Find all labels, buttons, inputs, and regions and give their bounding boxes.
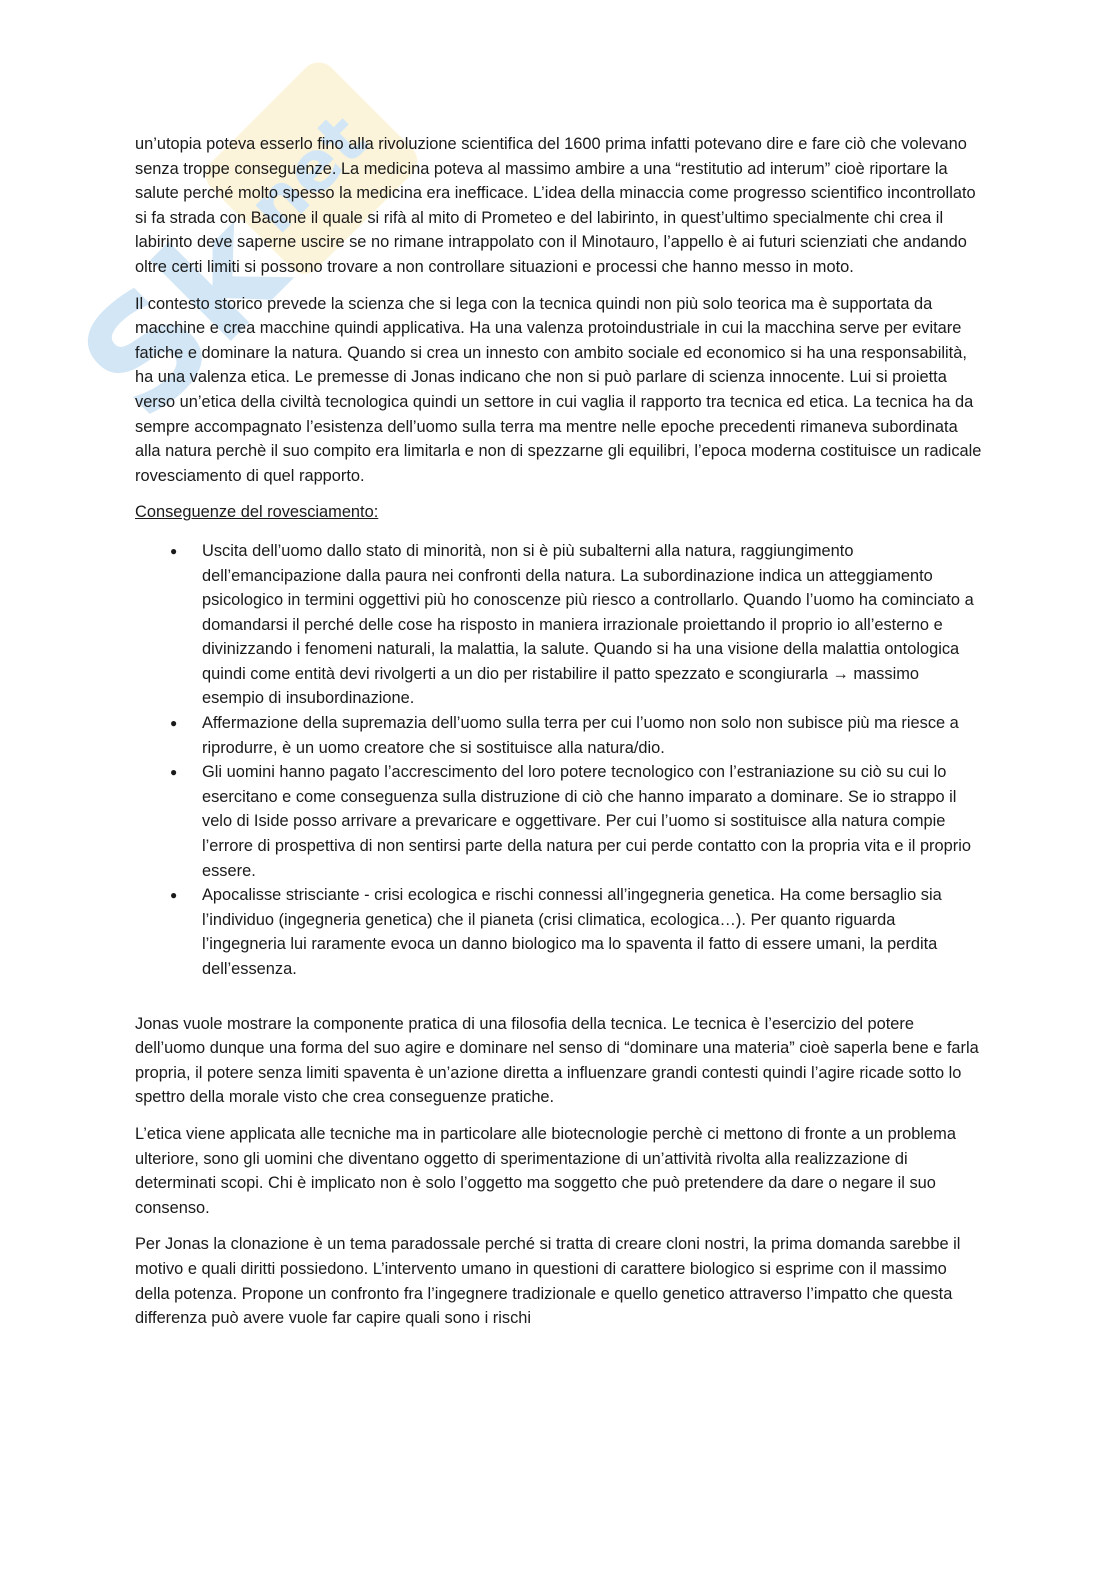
document-page xyxy=(135,132,983,1343)
list-item: ● Apocalisse strisciante - crisi ecologica e rischi connessi all’ingegneria genetica. Ha come bersaglio sia l’individuo (ingegneria genetica) che il pianeta (crisi climatica, ecologica…). Per quanto riguarda l’ingegneria lui raramente evoca un danno biologico ma lo spaventa il fatto di essere umani, la perdita dell’essenza. xyxy=(202,883,983,981)
paragraph: un’utopia poteva esserlo fino alla rivoluzione scientifica del 1600 prima infatti potevano dire e fare ciò che volevano senza troppe conseguenze. La medicina poteva al massimo ambire a una “restitutio ad interum” cioè riportare la salute perché molto spesso la medicina era inefficace. L’idea della minaccia come progresso scientifico incontrollato si fa strada con Bacone il quale si rifà al mito di Prometeo e del labirinto, in quest’ultimo specialmente chi crea il labirinto deve saperne uscire se no rimane intrappolato con il Minotauro, l’appello è ai futuri scienziati che andando oltre certi limiti si possono trovare a non controllare situazioni e processi che hanno messo in moto. xyxy=(135,135,976,276)
svg-text:Sk: Sk xyxy=(47,181,318,452)
bullet-icon: ● xyxy=(170,716,178,731)
paragraph: Il contesto storico prevede la scienza che si lega con la tecnica quindi non più solo teorica ma è supportata da macchine e crea macchine quindi applicativa. Ha una valenza protoindustriale in cui la macchina serve per evitare fatiche e dominare la natura. Quando si crea un innesto con ambito sociale ed economico si ha una responsabilità, ha una valenza etica. Le premesse di Jonas indicano che non si può parlare di scienza innocente. Lui si proietta verso un’etica della civiltà tecnologica quindi un settore in cui vaglia il rapporto tra tecnica ed etica. La tecnica ha da sempre accompagnato l’esistenza dell’uomo sulla terra ma mentre nelle epoche precedenti rimaneva subordinata alla natura perchè il suo compito era limitarla e non di spezzarne gli equilibri, l’epoca moderna costituisce un radicale rovesciamento di quel rapporto. xyxy=(135,294,982,485)
list-item: ● Affermazione della supremazia dell’uomo sulla terra per cui l’uomo non solo non subisce più ma riesce a riprodurre, è un uomo creatore che si sostituisce alla natura/dio. xyxy=(202,711,983,760)
list-item: ● Gli uomini hanno pagato l’accrescimento del loro potere tecnologico con l’estraniazione su ciò su cui lo esercitano e come conseguenza sulla distruzione di ciò che hanno imparato a dominare. Se io strappo il velo di Iside posso arrivare a prevaricare e oggettivare. Per cui l’uomo si sostituisce alla natura compie l’errore di prospettiva di non sentirsi parte della natura per cui perde contatto con la propria vita e il proprio essere. xyxy=(202,760,983,883)
paragraph: Jonas vuole mostrare la componente pratica di una filosofia della tecnica. Le tecnica è l’esercizio del potere dell’uomo dunque una forma del suo agire e dominare nel senso di “dominare una materia” cioè saperla bene e farla propria, il potere senza limiti spaventa è un’azione diretta a influenzare grandi contesti quindi l’agire ricade sotto lo spettro della morale visto che crea conseguenze pratiche. xyxy=(135,1014,979,1107)
paragraph: L’etica viene applicata alle tecniche ma in particolare alle biotecnologie perchè ci mettono di fronte a un problema ulteriore, sono gli uomini che diventano oggetto di sperimentazione di un’attività rivolta alla realizzazione di determinati scopi. Chi è implicato non è solo l’oggetto ma soggetto che può pretendere da dare o negare il suo consenso. xyxy=(135,1124,956,1217)
bullet-icon: ● xyxy=(170,888,178,903)
list-item: ● Uscita dell’uomo dallo stato di minorità, non si è più subalterni alla natura, raggiungimento dell’emancipazione dalla paura nei confronti della natura. La subordinazione indica un atteggiamento psicologico in termini oggettivi più ho conoscenze più riesco a controllarlo. Quando l’uomo ha cominciato a domandarsi il perché delle cose ha risposto in maniera irrazionale proiettando il proprio io all’esterno e divinizzando i fenomeni naturali, la malattia, la salute. Quando si ha una visione della malattia ontologica quindi come entità devi rivolgerti a un dio per ristabilire il patto spezzato e scongiurarla → massimo esempio di insubordinazione. xyxy=(202,539,983,711)
paragraph: Per Jonas la clonazione è un tema paradossale perché si tratta di creare cloni nostri, la prima domanda sarebbe il motivo e quali diritti possiedono. L’intervento umano in questioni di carattere biologico si esprime con il massimo della potenza. Propone un confronto fra l’ingegnere tradizionale e quello genetico attraverso l’impatto che questa differenza può avere vuole far capire quali sono i rischi xyxy=(135,1235,961,1328)
bullet-list xyxy=(135,539,983,982)
section-heading: Conseguenze del rovesciamento: xyxy=(135,503,379,522)
bullet-icon: ● xyxy=(170,543,178,558)
svg-text:net: net xyxy=(232,98,383,249)
bullet-icon: ● xyxy=(170,765,178,780)
